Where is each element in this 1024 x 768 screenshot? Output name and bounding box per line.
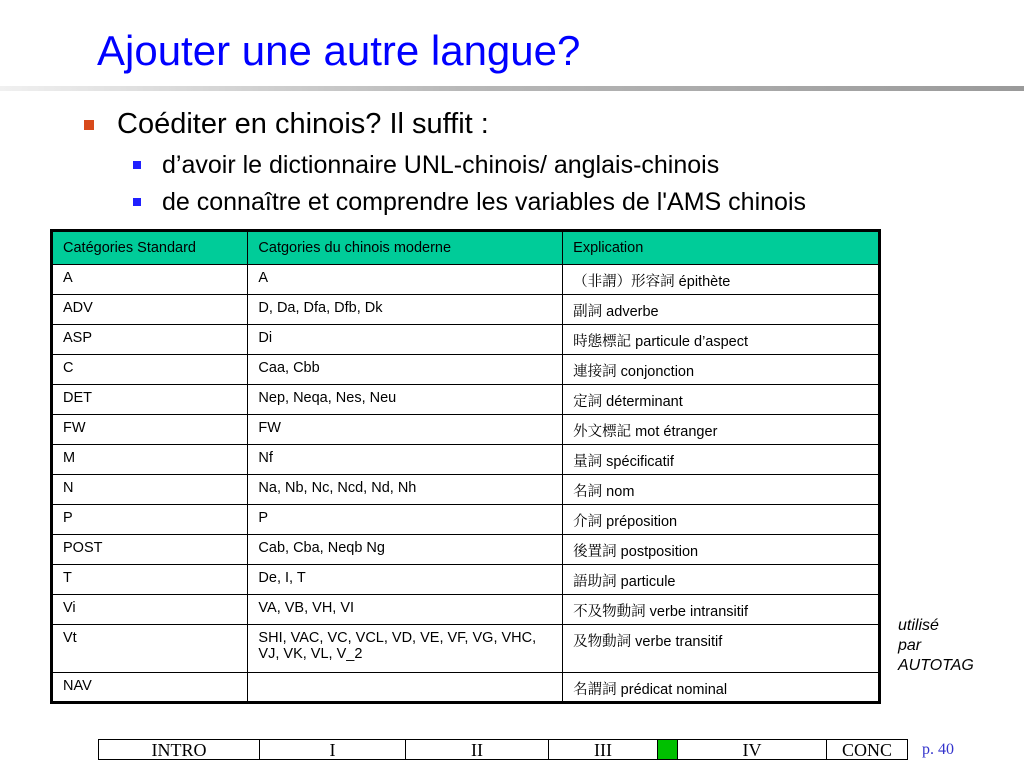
table-cell: Di — [248, 325, 563, 355]
table-cell: 語助詞 particule — [563, 565, 880, 595]
table-cell: 及物動詞 verbe transitif — [563, 625, 880, 673]
table-cell — [248, 673, 563, 703]
table-cell: Vi — [52, 595, 248, 625]
table-cell: FW — [248, 415, 563, 445]
table-cell: 副詞 adverbe — [563, 295, 880, 325]
table-cell: Nep, Neqa, Nes, Neu — [248, 385, 563, 415]
square-bullet-icon — [133, 198, 141, 206]
table-row — [52, 295, 880, 325]
table-row — [52, 265, 880, 295]
table-cell: 時態標記 particule d’aspect — [563, 325, 880, 355]
table-cell: D, Da, Dfa, Dfb, Dk — [248, 295, 563, 325]
table-row — [52, 625, 880, 673]
table-cell: P — [52, 505, 248, 535]
column-header: Explication — [563, 231, 880, 265]
section-navbar — [98, 739, 908, 760]
table-row — [52, 505, 880, 535]
table-cell: NAV — [52, 673, 248, 703]
table-cell: P — [248, 505, 563, 535]
title-rule — [0, 86, 1024, 91]
table-cell: 後置詞 postposition — [563, 535, 880, 565]
table-cell: 不及物動詞 verbe intransitif — [563, 595, 880, 625]
table-cell: DET — [52, 385, 248, 415]
table-cell: FW — [52, 415, 248, 445]
table-cell: A — [248, 265, 563, 295]
note-line: utilisé — [898, 617, 939, 634]
table-cell: 外文標記 mot étranger — [563, 415, 880, 445]
table-cell: 介詞 préposition — [563, 505, 880, 535]
table-cell: De, I, T — [248, 565, 563, 595]
table-row — [52, 445, 880, 475]
table-cell: Nf — [248, 445, 563, 475]
table-row — [52, 595, 880, 625]
table-cell: （非謂）形容詞 épithète — [563, 265, 880, 295]
nav-intro[interactable]: INTRO — [98, 739, 259, 760]
table-cell: M — [52, 445, 248, 475]
slide-title: Ajouter une autre langue? — [97, 27, 581, 74]
column-header: Catégories Standard — [52, 231, 248, 265]
table-header-row — [52, 231, 880, 265]
table-cell: POST — [52, 535, 248, 565]
autotag-note — [898, 616, 974, 676]
table-cell: Cab, Cba, Neqb Ng — [248, 535, 563, 565]
table-row — [52, 565, 880, 595]
square-bullet-icon — [133, 161, 141, 169]
table-cell: Na, Nb, Nc, Ncd, Nd, Nh — [248, 475, 563, 505]
table-cell: T — [52, 565, 248, 595]
category-table — [50, 229, 881, 704]
table-cell: ADV — [52, 295, 248, 325]
table-row — [52, 385, 880, 415]
nav-conc[interactable]: CONC — [826, 739, 908, 760]
nav-section-iv[interactable]: IV — [677, 739, 826, 760]
sub-bullet-text: de connaître et comprendre les variables de l'AMS chinois — [162, 188, 806, 216]
table-row — [52, 475, 880, 505]
nav-section-i[interactable]: I — [259, 739, 405, 760]
table-row — [52, 535, 880, 565]
column-header: Catgories du chinois moderne — [248, 231, 563, 265]
bullet-main-text: Coéditer en chinois? Il suffit : — [117, 108, 489, 140]
table-cell: Vt — [52, 625, 248, 673]
table-cell: N — [52, 475, 248, 505]
table-row — [52, 673, 880, 703]
table-cell: Caa, Cbb — [248, 355, 563, 385]
table-cell: 量詞 spécificatif — [563, 445, 880, 475]
square-bullet-icon — [84, 120, 94, 130]
table-row — [52, 415, 880, 445]
table-cell: 連接詞 conjonction — [563, 355, 880, 385]
table-cell: VA, VB, VH, VI — [248, 595, 563, 625]
note-line: par — [898, 637, 922, 654]
table-row — [52, 325, 880, 355]
table-cell: A — [52, 265, 248, 295]
sub-bullet-text: d’avoir le dictionnaire UNL-chinois/ anglais-chinois — [162, 151, 720, 179]
nav-section-ii[interactable]: II — [405, 739, 548, 760]
note-line: AUTOTAG — [898, 657, 974, 674]
page-number: p. 40 — [922, 741, 954, 758]
table-cell: ASP — [52, 325, 248, 355]
table-row — [52, 355, 880, 385]
table-cell: 名詞 nom — [563, 475, 880, 505]
table-cell: C — [52, 355, 248, 385]
nav-section-iii[interactable]: III — [548, 739, 657, 760]
table-cell: SHI, VAC, VC, VCL, VD, VE, VF, VG, VHC, VJ, VK, VL, V_2 — [248, 625, 563, 673]
table-cell: 名謂詞 prédicat nominal — [563, 673, 880, 703]
table-cell: 定詞 déterminant — [563, 385, 880, 415]
nav-current-marker — [657, 739, 677, 760]
